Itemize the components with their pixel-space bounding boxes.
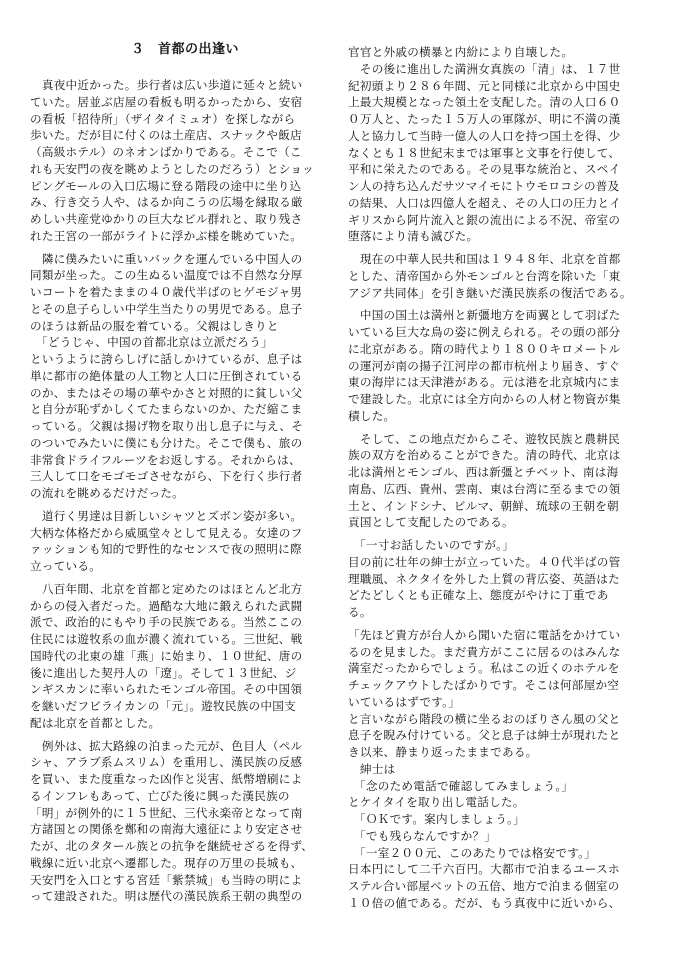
text-line: 理職風、ネクタイを外した上質の背広姿、英語はた — [348, 571, 620, 586]
text-line: っている。父親は揚げ物を取り出し息子に与え、そ — [30, 419, 304, 433]
text-line: 満室だったからでしょう。私はこの近くのホテルを — [348, 661, 620, 676]
text-line: 官官と外戚の横暴と内紛により自壊した。 — [348, 45, 574, 59]
text-line: 東の海岸には天津港がある。元は港を北京城内にま — [348, 375, 621, 390]
paragraph — [30, 508, 350, 575]
text-line: 住民には遊牧系の血が濃く流れている。三世紀、戦 — [30, 632, 303, 646]
section-title: ３ 首都の出逢い — [130, 42, 239, 57]
text-line: 八百年間、北京を首都と定めたのはほとんど北方 — [30, 581, 303, 596]
text-line: ピングモールの入口広場に登る階段の途中に坐り込 — [30, 178, 302, 193]
text-line: 「念のため電話で確認してみましょう。」 — [348, 778, 574, 793]
text-line: の運河が南の揚子江河岸の都市杭州より届き、すぐ — [348, 358, 620, 373]
text-line: いている巨大な鳥の姿に例えられる。その頭の部分 — [348, 325, 621, 339]
text-line: 隣に僕みたいに重いバックを運んでいる中国人の — [30, 251, 303, 266]
text-line: 「どうじゃ、中国の首都北京は立派だろう」 — [30, 335, 273, 350]
text-line: 国時代の北東の雄「燕」に始まり、１０世紀、唐の — [30, 648, 303, 663]
text-line: 同類が坐った。この生ぬるい温度では不自然な分厚 — [30, 268, 303, 283]
text-line: るのを見ました。まだ貴方がここに居るのはみんな — [348, 644, 621, 659]
text-line: る。 — [348, 605, 372, 619]
text-line: み、行き交う人や、はるか向こうの広場を縁取る厳 — [30, 195, 303, 210]
text-line: るインフレもあって、亡びた後に興った漢民族の — [30, 788, 290, 803]
text-line: １０倍の値である。だが、もう真夜中に近いから、 — [348, 895, 621, 910]
text-line: のほうは新品の服を着ている。父親はしきりと — [30, 318, 279, 333]
text-line: 「一寸お話したいのですが。」 — [348, 538, 515, 552]
text-line: 立っている。 — [30, 559, 102, 573]
text-line: からの侵入者だった。過酷な大地に鍛えられた武闘 — [30, 598, 303, 613]
text-line: 息子を睨み付けている。父と息子は紳士が現れたと — [348, 728, 621, 743]
paragraph — [348, 431, 668, 532]
text-line: 配は北京を首都とした。 — [30, 715, 161, 730]
text-line: を継いだフビライカンの「元」。遊牧民族の中国支 — [30, 699, 296, 713]
text-line: 方諸国との関係を鄭和の南海大遠征により安定させ — [30, 822, 303, 837]
text-line: アジア共同体」を引き継いだ漢民族系の復活である。 — [348, 285, 632, 300]
text-line: ン人の持ち込んだサツマイモにトウモロコシの普及 — [348, 179, 620, 193]
text-line: いているはずです。」 — [348, 694, 461, 709]
paragraph — [30, 251, 350, 502]
paragraph — [348, 537, 668, 621]
text-line: を買い、また度重なった凶作と災害、紙幣増刷によ — [30, 772, 303, 786]
text-line: の結果、人口は四億人を超え、その人口の圧力とイ — [348, 195, 622, 210]
text-line: 非常食ドライフルーツをお返しする。それからは、 — [30, 452, 301, 467]
text-line: 単に都市の絶体量の人工物と人口に圧倒されている — [30, 368, 303, 383]
text-line: チェックアウトしたばかりです。そこは何部屋か空 — [348, 678, 620, 692]
text-line: ギリスから阿片流入と銀の流出による不況、帝室の — [348, 212, 621, 227]
text-line: のついでみたいに僕にも分けた。そこで僕も、旅の — [30, 435, 303, 450]
text-line: そして、この地点だからこそ、遊牧民族と農耕民 — [348, 431, 620, 446]
paragraph — [348, 627, 668, 912]
text-line: いコートを着たままの４０歳代半ばのヒゲモジャ男 — [30, 285, 303, 299]
text-line: と自分が恥ずかしくてたまらないのか、ただ縮こま — [30, 402, 303, 417]
text-line: 北は満州とモンゴル、西は新彊とチベット、南は海 — [348, 465, 619, 479]
text-line: れた王宮の一部がライトに浮かぶ様を眺めていた。 — [30, 228, 303, 243]
text-line: のか、またはその場の華やかさと対照的に貧しい父 — [30, 385, 303, 400]
paragraph — [348, 44, 668, 245]
text-line: 「明」が例外的に１５世紀、三代永楽帝となって南 — [30, 805, 303, 820]
right-column — [348, 44, 668, 912]
text-line: って建設された。明は歴代の漢民族系王朝の典型の — [30, 889, 303, 904]
text-line: 戦線に近い北京へ遷都した。現存の万里の長城も、 — [30, 855, 303, 870]
text-line: の看板「招待所」（ザイタイミュオ）を探しながら — [30, 111, 296, 126]
text-line: 中国の国土は満州と新彊地方を両翼として羽ばた — [348, 308, 621, 323]
text-line: とした、清帝国から外モンゴルと台湾を除いた「東 — [348, 268, 621, 283]
text-line: 族の双方を治めることができた。清の時代、北京は — [348, 448, 621, 463]
text-line: （高級ホテル）のネオンばかりである。そこで（こ — [30, 145, 302, 159]
text-line: 大柄な体格だから威風堂々として見える。女達のフ — [30, 525, 303, 540]
text-line: 積した。 — [348, 408, 396, 423]
text-line: 後に進出した契丹人の「遼」。そして１３世紀、ジ — [30, 665, 297, 680]
text-line: 上最大規模となった領土を支配した。清の人口６０ — [348, 95, 621, 110]
text-line: ていた。居並ぶ店屋の看板も明るかったから、安宿 — [30, 94, 303, 109]
text-line: 「でも残らなんですか？」 — [348, 828, 497, 843]
text-line: 派で、政治的にもやり手の民族である。当然ここの — [30, 615, 303, 630]
text-line: と言いながら階段の横に坐るおのぼりさん風の父と — [348, 711, 621, 726]
text-line: 紀初頭より２８６年間、元と同様に北京から中国史 — [348, 78, 621, 93]
text-line: れも天安門の夜を眺めようとしたのだろう）とショッ — [30, 161, 315, 176]
text-line: 平和に栄えたのである。その見事な統治と、スペイ — [348, 162, 621, 177]
text-line: 天安門を入口とする宮廷「紫禁城」も当時の明によ — [30, 872, 303, 887]
text-line: に北京がある。隋の時代より１８００キロメートル — [348, 341, 621, 356]
text-line: 例外は、拡大路線の泊まった元が、色目人（ペル — [30, 738, 303, 753]
text-line: 道行く男達は目新しいシャツとズボン姿が多い。 — [30, 508, 303, 523]
text-line: 真夜中近かった。歩行者は広い歩道に延々と続い — [30, 78, 303, 92]
text-line: というように誇らしげに話しかけているが、息子は — [30, 352, 303, 366]
text-line: で建設した。北京には全方向からの人材と物資が集 — [348, 392, 621, 406]
text-line: 現在の中華人民共和国は１９４８年、北京を首都 — [348, 252, 621, 266]
paragraph — [30, 581, 350, 732]
text-line: 「一室２００元、このあたりでは格安です。」 — [348, 845, 597, 860]
text-line: とその息子らしい中学生当たりの男児である。息子 — [30, 301, 303, 316]
text-line: 日本円にして二千六百円。大都市で泊まるユースホ — [348, 862, 620, 877]
paragraph — [30, 77, 350, 245]
text-line: シャ、アラブ系ムスリム）を重用し、漢民族の反感 — [30, 755, 303, 770]
text-line: 歩いた。だが目に付くのは土産店、スナックや飯店 — [30, 128, 302, 143]
text-line: なくとも１８世紀末までは軍事と文事を行使して、 — [348, 145, 621, 160]
text-line: 三人して口をモゴモゴさせながら、下を行く歩行者 — [30, 469, 303, 484]
text-line: 紳士は — [348, 761, 396, 776]
text-line: とケイタイを取り出し電話した。 — [348, 795, 525, 810]
text-line: 南島、広西、貴州、雲南、東は台湾に至るまでの領 — [348, 481, 621, 496]
paragraph — [348, 307, 668, 424]
text-line: 堕落により清も滅びた。 — [348, 229, 479, 244]
text-line: めしい共産党ゆかりの巨大なビル群れと、取り残さ — [30, 212, 303, 226]
text-line: たが、北のタタール族との抗争を継続せざるを得ず、 — [30, 839, 314, 853]
text-line: 目の前に壮年の紳士が立っていた。４０代半ばの管 — [348, 554, 621, 569]
text-line: 土と、インドシナ、ビルマ、朝鮮、琉球の王朝を朝 — [348, 498, 619, 513]
text-line: き以来、静まり返ったままである。 — [348, 745, 538, 759]
text-line: その後に進出した満洲女真族の「清」は、１７世 — [348, 61, 621, 76]
paragraph — [30, 738, 350, 906]
text-line: の流れを眺めるだけだった。 — [30, 486, 184, 500]
text-line: ０万人と、たった１５万人の軍隊が、明に不満の漢 — [348, 112, 621, 126]
text-line: どたどしくとも正確な上、態度がやけに丁重であ — [348, 588, 609, 603]
text-line: 「ＯＫです。案内しましょう。」 — [348, 812, 525, 826]
text-line: ァッションも知的で野性的なセンスで夜の照明に際 — [30, 542, 302, 557]
text-line: ンギスカンに率いられたモンゴル帝国。その中国領 — [30, 682, 303, 697]
text-line: 「先ほど貴方が台人から聞いた宿に電話をかけてい — [348, 627, 621, 642]
left-column — [30, 77, 350, 905]
text-line: 人と協力して当時一億人の人口を持つ国土を得、少 — [348, 128, 621, 143]
text-line: 貢国として支配したのである。 — [348, 515, 514, 530]
text-line: ステル合い部屋ベットの五倍、地方で泊まる個室の — [348, 879, 620, 893]
paragraph — [348, 251, 668, 301]
